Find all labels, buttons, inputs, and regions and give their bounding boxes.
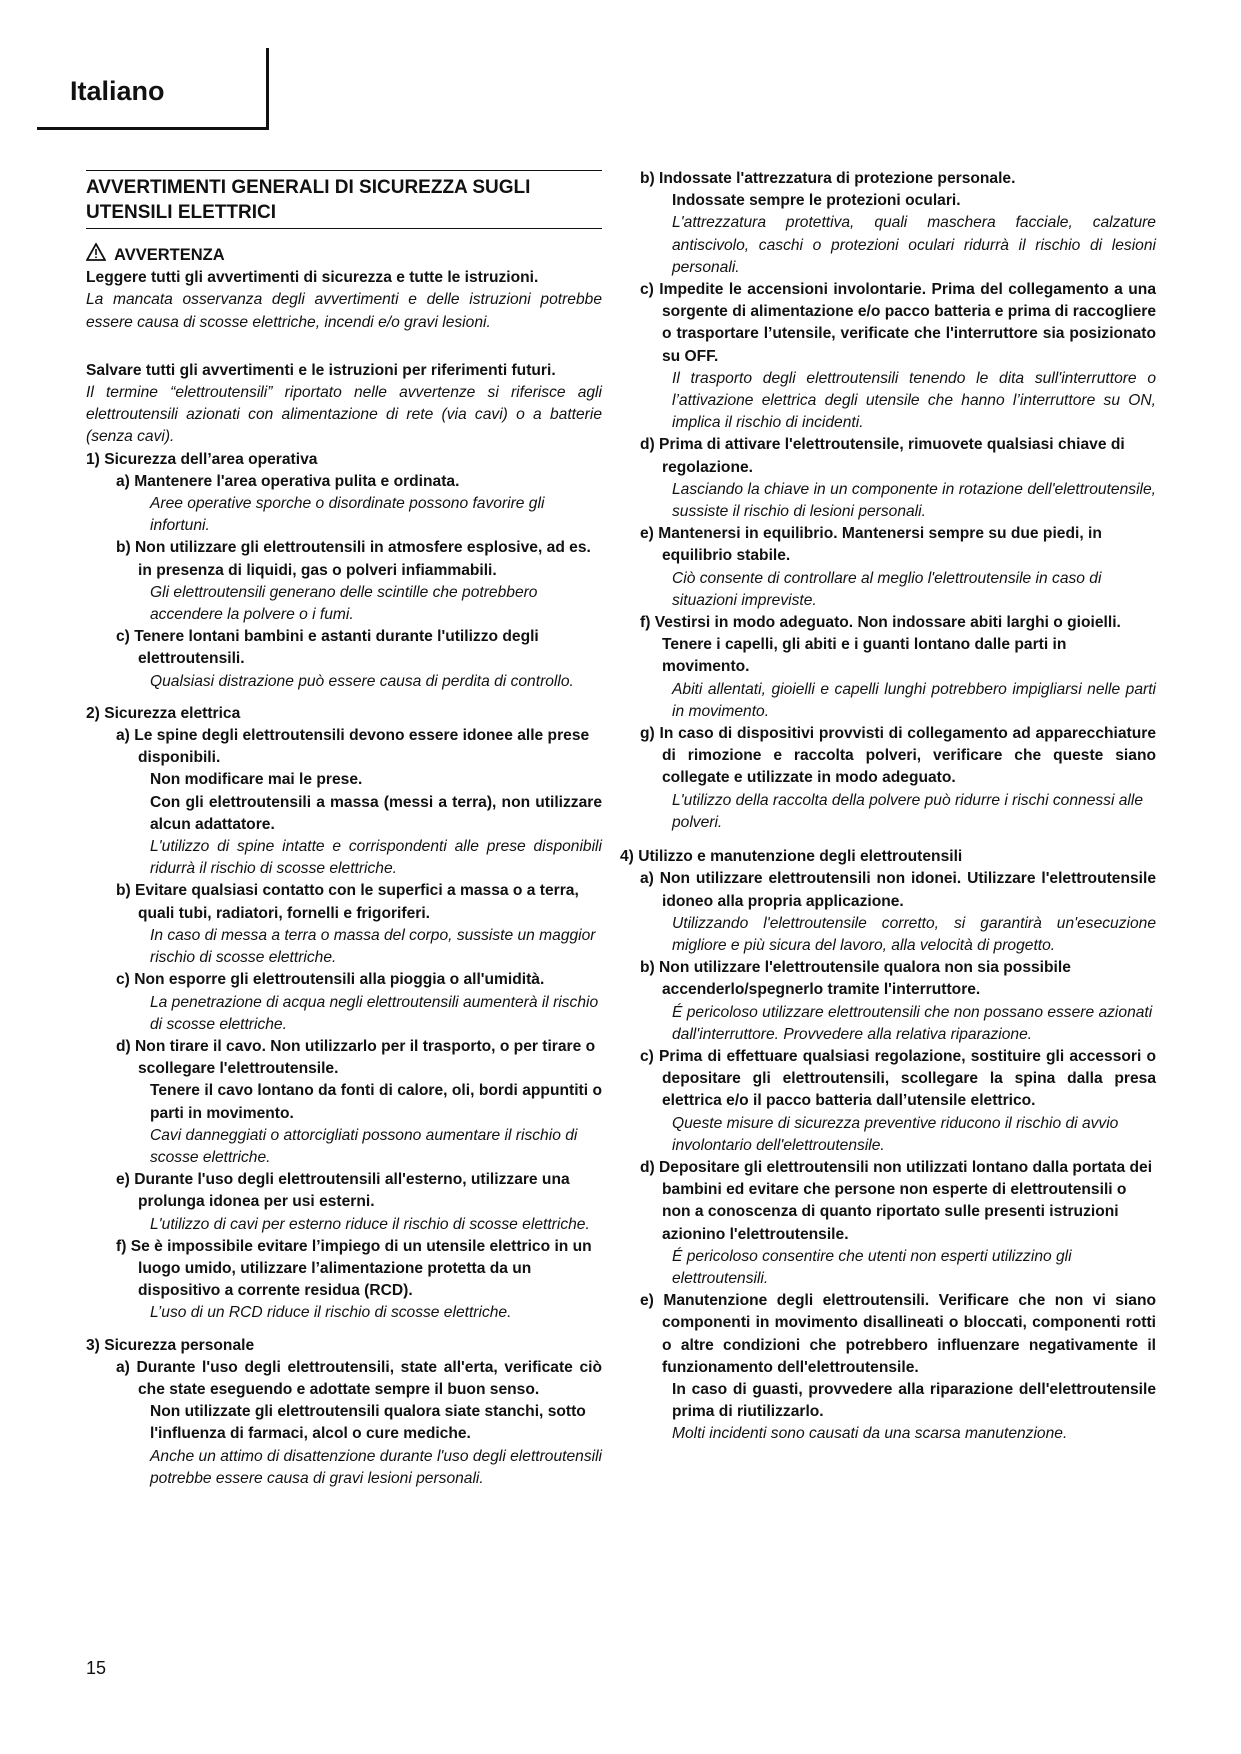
s3-f-bold: f) Vestirsi in modo adeguato. Non indossare abiti larghi o gioielli. Tenere i capelli, gli abiti e i guanti lontano dalle parti in movimento. (640, 614, 1121, 676)
intro-bold: Leggere tutti gli avvertimenti di sicurezza e tutte le istruzioni. (86, 269, 539, 287)
s4-c-bold: c) Prima di effettuare qualsiasi regolazione, sostituire gli accessori o depositare gli elettroutensili, scollegare la spina dalla presa elettrica e/o il pacco batteria dall’utensile elettrico. (640, 1047, 1156, 1110)
save-instructions: Salvare tutti gli avvertimenti e le istruzioni per riferimenti futuri. (86, 361, 556, 379)
language-label: Italiano (70, 76, 165, 106)
term-definition: Il termine “elettroutensili” riportato nelle avvertenze si riferisce agli elettroutensili azionati con alimentazione di rete (via cavi) o a batterie (senza cavi). (86, 384, 602, 446)
s1-c-bold: c) Tenere lontani bambini e astanti durante l'utilizzo degli elettroutensili. (116, 628, 539, 668)
s3-d-italic: Lasciando la chiave in un componente in rotazione dell'elettroutensile, sussiste il rischio di lesioni personali. (672, 480, 1156, 521)
s4-d-italic: É pericoloso consentire che utenti non esperti utilizzino gli elettroutensili. (672, 1247, 1072, 1287)
s1-b-bold: b) Non utilizzare gli elettroutensili in atmosfere esplosive, ad es. in presenza di liquidi, gas o polveri infiammabili. (116, 539, 591, 579)
s2-d-italic: Cavi danneggiati o attorcigliati possono aumentare il rischio di scosse elettriche. (150, 1126, 578, 1166)
s3-c-italic: Il trasporto degli elettroutensili tenendo le dita sull'interruttore o l’attivazione elettrica degli utensile che hanno l’interruttore su ON, implica il rischio di incidenti. (672, 369, 1156, 432)
s2-e-italic: L'utilizzo di cavi per esterno riduce il rischio di scosse elettriche. (150, 1215, 590, 1233)
page-number: 15 (86, 1658, 107, 1678)
s3-a-bold: a) Durante l'uso degli elettroutensili, state all'erta, verificate ciò che state eseguendo e adottate sempre il buon senso. (116, 1358, 602, 1398)
s2-b-italic: In caso di messa a terra o massa del corpo, sussiste un maggior rischio di scosse elettriche. (150, 926, 596, 967)
s2-a-bold-3: Con gli elettroutensili a massa (messi a terra), non utilizzare alcun adattatore. (150, 793, 602, 833)
s2-f-italic: L’uso di un RCD riduce il rischio di scosse elettriche. (150, 1304, 512, 1322)
s4-d-bold: d) Depositare gli elettroutensili non utilizzati lontano dalla portata dei bambini ed evitare che persone non esperte di elettroutensili o non a conoscenza di quanto riportato sulle presenti istruzioni azionino l'elettroutensile. (640, 1158, 1153, 1243)
warning-triangle-icon (86, 243, 106, 267)
s2-a-bold-2: Non modificare mai le prese. (150, 771, 363, 789)
left-column (86, 170, 602, 1490)
s4-e-italic: Molti incidenti sono causati da una scarsa manutenzione. (672, 1425, 1068, 1443)
warning-label: AVVERTENZA (114, 246, 225, 264)
section-1-title: 1) Sicurezza dell’area operativa (86, 450, 318, 468)
s4-b-italic: É pericoloso utilizzare elettroutensili che non possano essere azionati dall'interruttore. Provvedere alla relativa riparazione. (672, 1003, 1153, 1043)
s4-a-italic: Utilizzando l'elettroutensile corretto, si garantirà un'esecuzione migliore e più sicura del lavoro, alla velocità di progetto. (672, 914, 1156, 954)
section-4-title: 4) Utilizzo e manutenzione degli elettroutensili (620, 848, 963, 866)
warning-heading (86, 243, 602, 267)
s3-a-italic: Anche un attimo di disattenzione durante l'uso degli elettroutensili potrebbe essere causa di gravi lesioni personali. (150, 1447, 603, 1487)
s1-b-italic: Gli elettroutensili generano delle scintille che potrebbero accendere la polvere o i fumi. (150, 583, 538, 624)
s2-c-italic: La penetrazione di acqua negli elettroutensili aumenterà il rischio di scosse elettriche. (150, 993, 599, 1033)
s3-e-bold: e) Mantenersi in equilibrio. Mantenersi sempre su due piedi, in equilibrio stabile. (640, 525, 1102, 565)
s1-c-italic: Qualsiasi distrazione può essere causa di perdita di controllo. (150, 672, 574, 690)
s2-c-bold: c) Non esporre gli elettroutensili alla pioggia o all'umidità. (116, 971, 545, 989)
intro-italic: La mancata osservanza degli avvertimenti e delle istruzioni potrebbe essere causa di scosse elettriche, incendi e/o gravi lesioni. (86, 291, 602, 331)
s3-e-italic: Ciò consente di controllare al meglio l'elettroutensile in caso di situazioni impreviste. (672, 569, 1102, 609)
s2-a-bold: a) Le spine degli elettroutensili devono essere idonee alle prese disponibili. (116, 727, 590, 767)
s1-a-bold: a) Mantenere l'area operativa pulita e ordinata. (116, 472, 460, 490)
s2-d-bold: d) Non tirare il cavo. Non utilizzarlo per il trasporto, o per tirare o scollegare l'elettroutensile. (116, 1037, 596, 1078)
s2-b-bold: b) Evitare qualsiasi contatto con le superfici a massa o a terra, quali tubi, radiatori, fornelli e frigoriferi. (116, 882, 579, 922)
section-3-title: 3) Sicurezza personale (86, 1336, 255, 1354)
s1-a-italic: Aree operative sporche o disordinate possono favorire gli infortuni. (150, 495, 545, 535)
section-title: AVVERTIMENTI GENERALI DI SICUREZZA SUGLI UTENSILI ELETTRICI (86, 170, 602, 229)
s3-g-italic: L'utilizzo della raccolta della polvere può ridurre i rischi connessi alle polveri. (672, 791, 1144, 831)
s3-d-bold: d) Prima di attivare l'elettroutensile, rimuovete qualsiasi chiave di regolazione. (640, 436, 1125, 476)
s3-b-bold: b) Indossate l'attrezzatura di protezione personale. (640, 170, 1016, 187)
s3-a-bold-2: Non utilizzate gli elettroutensili qualora siate stanchi, sotto l'influenza di farmaci, alcol o cure mediche. (150, 1403, 586, 1443)
s2-a-italic: L'utilizzo di spine intatte e corrispondenti alle prese disponibili ridurrà il rischio di scosse elettriche. (150, 838, 602, 878)
section-2-title: 2) Sicurezza elettrica (86, 704, 241, 722)
s2-d-bold-2: Tenere il cavo lontano da fonti di calore, oli, bordi appuntiti o parti in movimento. (150, 1082, 602, 1122)
s3-g-bold: g) In caso di dispositivi provvisti di collegamento ad apparecchiature di rimozione e raccolta polveri, verificare che queste siano collegate e utilizzate in modo adeguato. (640, 725, 1156, 787)
s4-e-bold: e) Manutenzione degli elettroutensili. Verificare che non vi siano componenti in movimento disallineati o bloccati, componenti rotti o altre condizioni che potrebbero influenzare negativamente il funzionamento dell'elettroutensile. (640, 1292, 1156, 1376)
s3-c-bold: c) Impedite le accensioni involontarie. Prima del collegamento a una sorgente di alimentazione e/o pacco batteria e prima di raccogliere o trasportare l’utensile, verificate che l'interruttore sia posizionato su OFF. (640, 281, 1156, 365)
s4-b-bold: b) Non utilizzare l'elettroutensile qualora non sia possibile accenderlo/spegnerlo tramite l'interruttore. (640, 959, 1071, 999)
s2-e-bold: e) Durante l'uso degli elettroutensili all'esterno, utilizzare una prolunga idonea per usi esterni. (116, 1171, 570, 1211)
s4-a-bold: a) Non utilizzare elettroutensili non idonei. Utilizzare l'elettroutensile idoneo alla propria applicazione. (640, 870, 1156, 910)
s3-b-italic: L'attrezzatura protettiva, quali maschera facciale, calzature antiscivolo, caschi o protezioni oculari ridurrà il rischio di lesioni personali. (672, 214, 1156, 276)
s3-b-bold-2: Indossate sempre le protezioni oculari. (672, 192, 961, 210)
right-column (620, 168, 1156, 1446)
s2-f-bold: f) Se è impossibile evitare l’impiego di un utensile elettrico in un luogo umido, utilizzare l’alimentazione protetta da un dispositivo a corrente residua (RCD). (116, 1237, 592, 1300)
s3-f-italic: Abiti allentati, gioielli e capelli lunghi potrebbero impigliarsi nelle parti in movimento. (672, 680, 1156, 720)
s4-e-bold-2: In caso di guasti, provvedere alla riparazione dell'elettroutensile prima di riutilizzarlo. (672, 1380, 1156, 1421)
s4-c-italic: Queste misure di sicurezza preventive riducono il rischio di avvio involontario dell'elettroutensile. (672, 1114, 1119, 1154)
